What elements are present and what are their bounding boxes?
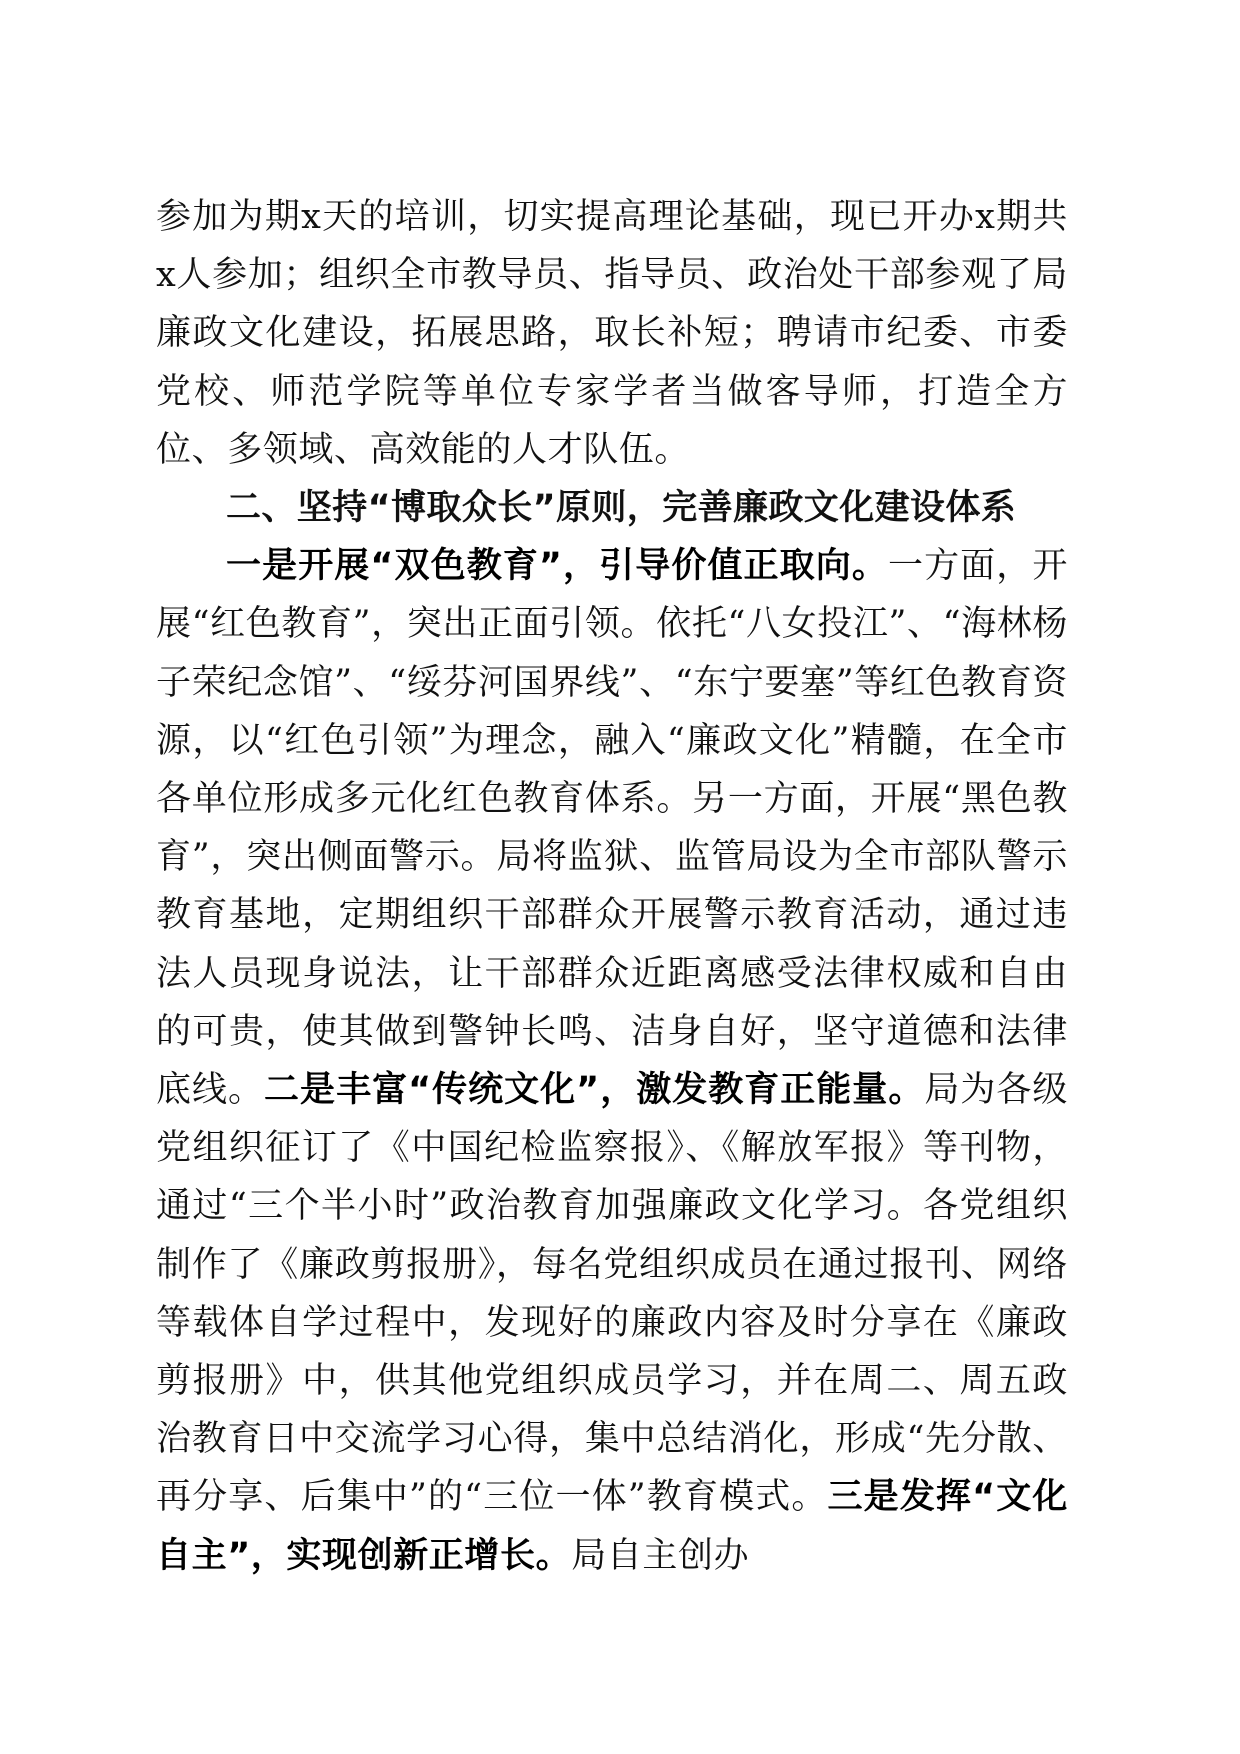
paragraph-text: 一方面，开展“红色教育”，突出正面引领。依托“八女投江”、“海林杨子荣纪念馆”、“绥芬河国界线”、“东宁要塞”等红色教育资源，以“红色引领”为理念，融入“廉政文化”精髓，在全市各单位形成多元化红色教育体系。另一方面，开展“黑色教育”，突出侧面警示。局将监狱、监管局设为全市部队警示教育基地，定期组织干部群众开展警示教育活动，通过违法人员现身说法，让干部群众近距离感受法律权威和自由的可贵，使其做到警钟长鸣、洁身自好，坚守道德和法律底线。 — [156, 546, 1068, 1111]
paragraph-text: 局自主创办 — [571, 1535, 750, 1576]
paragraph-text: 参加为期x天的培训，切实提高理论基础，现已开办x期共x人参加；组织全市教导员、指导员、政治处干部参观了局廉政文化建设，拓展思路，取长补短；聘请市纪委、市委党校、师范学院等单位专家学者当做客导师，打造全方位、多领域、高效能的人才队伍。 — [156, 197, 1068, 470]
paragraph-education — [156, 537, 1068, 1585]
section-heading — [156, 479, 1068, 537]
section-heading-text: 二、坚持“博取众长”原则，完善廉政文化建设体系 — [226, 488, 1017, 529]
paragraph-text: 局为各级党组织征订了《中国纪检监察报》、《解放军报》等刊物，通过“三个半小时”政治教育加强廉政文化学习。各党组织制作了《廉政剪报册》，每名党组织成员在通过报刊、网络等载体自学过程中，发现好的廉政内容及时分享在《廉政剪报册》中，供其他党组织成员学习，并在周二、周五政治教育日中交流学习心得，集中总结消化，形成“先分散、再分享、后集中”的“三位一体”教育模式。 — [156, 1070, 1068, 1518]
document-body — [156, 188, 1068, 1585]
bold-lead-3: 三是发挥“文化自主”，实现创新正增长。 — [156, 1477, 1068, 1576]
bold-lead-1: 一是开展“双色教育”，引导价值正取向。 — [226, 546, 888, 587]
paragraph-training — [156, 188, 1068, 479]
bold-lead-2: 二是丰富“传统文化”，激发教育正能量。 — [264, 1070, 925, 1111]
